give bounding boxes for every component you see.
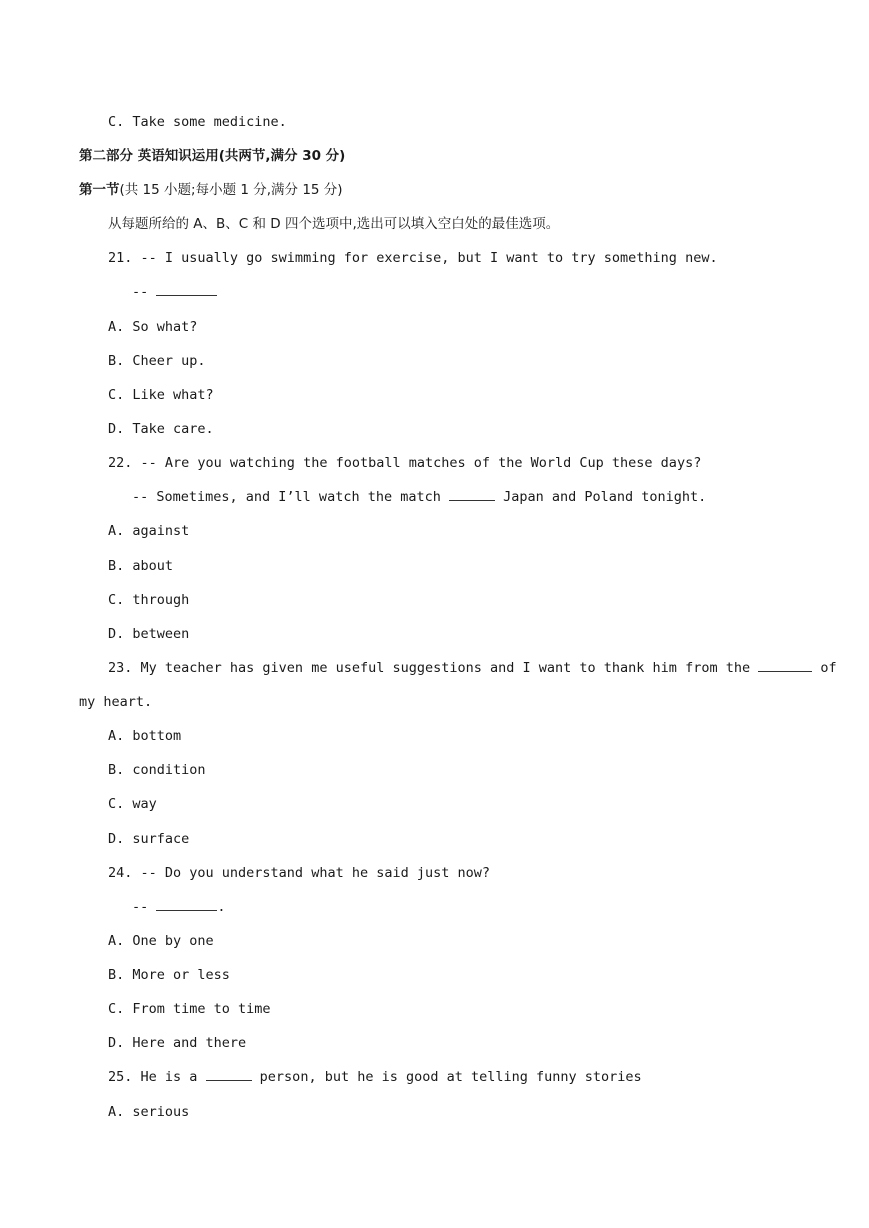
q24-reply	[132, 898, 226, 916]
q21-answer-blank	[156, 283, 217, 296]
prev-question-option-c: C. Take some medicine.	[108, 114, 287, 130]
q24-option-c: C. From time to time	[108, 1001, 271, 1017]
q22-stem: 22. -- Are you watching the football matches of the World Cup these days?	[108, 455, 702, 471]
q22-reply	[132, 488, 706, 506]
q25-stem-end: person, but he is good at telling funny stories	[251, 1069, 642, 1085]
instructions: 从每题所给的 A、B、C 和 D 四个选项中,选出可以填入空白处的最佳选项。	[108, 216, 560, 232]
q23-stem	[108, 659, 837, 677]
q24-reply-suffix: .	[217, 899, 226, 915]
q25-stem	[108, 1068, 642, 1086]
q25-stem-start: 25. He is a	[108, 1069, 206, 1085]
q25-answer-blank	[206, 1068, 252, 1081]
q21-option-a: A. So what?	[108, 319, 198, 335]
q23-stem-continued: my heart.	[79, 694, 153, 710]
q22-option-a: A. against	[108, 523, 190, 539]
q24-reply-prefix: --	[132, 899, 157, 915]
q24-option-b: B. More or less	[108, 967, 230, 983]
section-title-label: 第一节	[79, 182, 120, 198]
section-title-detail: (共 15 小题;每小题 1 分,满分 15 分)	[119, 182, 343, 198]
q21-stem: 21. -- I usually go swimming for exercise, but I want to try something new.	[108, 250, 718, 266]
q22-reply-end: Japan and Poland tonight.	[494, 489, 707, 505]
q23-option-c: C. way	[108, 796, 157, 812]
q23-option-d: D. surface	[108, 831, 190, 847]
q22-option-c: C. through	[108, 592, 190, 608]
q24-answer-blank	[156, 898, 217, 911]
q23-stem-start: 23. My teacher has given me useful suggestions and I want to thank him from the	[108, 660, 759, 676]
q21-reply-prefix: --	[132, 284, 157, 300]
q24-stem: 24. -- Do you understand what he said just now?	[108, 865, 491, 881]
q23-answer-blank	[758, 659, 812, 672]
q24-option-a: A. One by one	[108, 933, 214, 949]
q21-reply	[132, 283, 217, 301]
part-title: 第二部分 英语知识运用(共两节,满分 30 分)	[79, 148, 346, 164]
q21-option-d: D. Take care.	[108, 421, 214, 437]
section-title	[79, 181, 343, 199]
q23-stem-end: of	[812, 660, 837, 676]
q22-option-b: B. about	[108, 558, 174, 574]
q23-option-b: B. condition	[108, 762, 206, 778]
q22-reply-start: -- Sometimes, and I’ll watch the match	[132, 489, 449, 505]
q22-option-d: D. between	[108, 626, 190, 642]
q21-option-b: B. Cheer up.	[108, 353, 206, 369]
q24-option-d: D. Here and there	[108, 1035, 247, 1051]
q23-option-a: A. bottom	[108, 728, 182, 744]
q22-answer-blank	[449, 488, 495, 501]
q21-option-c: C. Like what?	[108, 387, 214, 403]
q25-option-a: A. serious	[108, 1104, 190, 1120]
